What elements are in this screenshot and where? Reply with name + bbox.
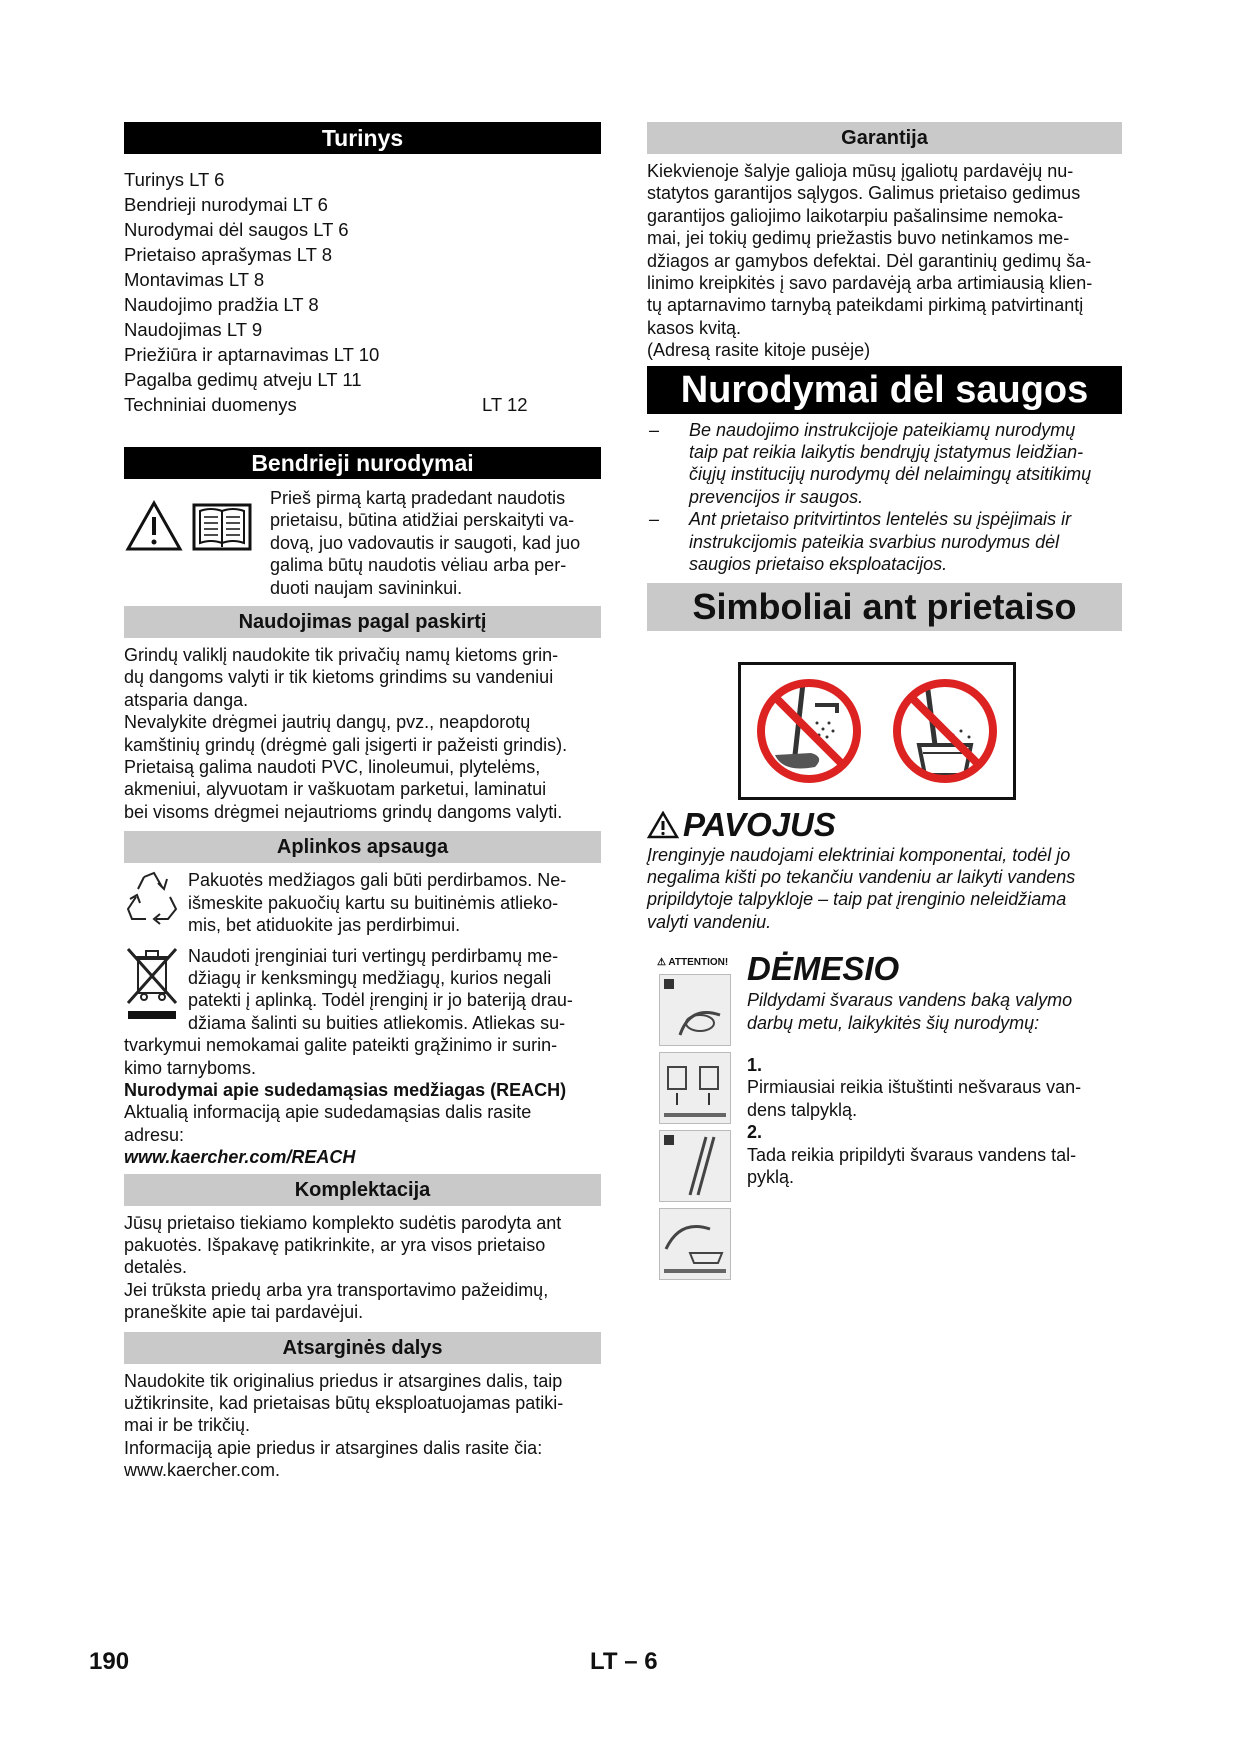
step2-number: 2. <box>747 1122 763 1143</box>
recycle-block <box>124 869 601 936</box>
danger-text: Įrenginyje naudojami elektriniai komponentai, todėl jo negalima kišti po tekančiu vandeniu ar laikyti vandens pripildytoje talpykloje – taip pat įrenginio neleidžiama valyti vandeniu. <box>647 844 1076 932</box>
toc-item[interactable]: Nurodymai dėl saugos LT 6 <box>124 219 349 240</box>
toc-item[interactable]: Pagalba gedimų atveju LT 11 <box>124 369 362 390</box>
reach-text: Aktualią informaciją apie sudedamąsias dalis rasite <box>124 1102 532 1123</box>
weee-text: kimo tarnyboms. <box>124 1057 257 1078</box>
warning-triangle-book-icon <box>124 497 254 553</box>
general-text: duoti naujam savininkui. <box>270 577 463 598</box>
page-number: 190 <box>89 1648 130 1675</box>
reach-title: Nurodymai apie sudedamąsias medžiagas (REACH) <box>124 1079 567 1100</box>
safety-item: – Be naudojimo instrukcijoje pateikiamų nurodymų taip pat reikia laikytis bendrųjų įstatymus leidžian- čiųjų institucijų nurodymų dėl nelaimingų atsitikimų prevencijos ir saugos. <box>649 419 1092 507</box>
warning-manual-icons <box>124 487 270 599</box>
recycle-text: mis, bet atiduokite jas perdirbimui. <box>188 915 461 936</box>
toc-list <box>124 167 601 417</box>
warranty-text: Kiekvienoje šalyje galioja mūsų įgaliotų pardavėjų nu- statytos garantijos sąlygos. Galimus prietaiso gedimus garantijos galiojimo laikotarpiu pašalinsime nemoka- mai, jei tokių gedimų priežastis buvo netinkamos me- džiagos ar gamybos defektai. Dėl garantinių gedimų ša- linimo kreipkitės į savo pardavėją arba artimiausią klien- tų aptarnavimo tarnybą pateikdami pirkimą patvirtinantį kasos kvitą. (Adresą rasite kitoje pusėje) <box>647 161 1093 361</box>
safety-item: – Ant prietaiso pritvirtintos lentelės su įspėjimais ir instrukcijomis pateikia svarbius nurodymus dėl saugios prietaiso eksploatacijos. <box>649 509 1072 575</box>
scope-heading: Komplektacija <box>124 1174 601 1206</box>
danger-heading <box>647 806 1124 844</box>
safety-heading: Nurodymai dėl saugos <box>647 366 1122 414</box>
weee-text: džiagų ir kenksmingų medžiagų, kurios negali <box>188 967 552 988</box>
toc-item[interactable]: Priežiūra ir aptarnavimas LT 10 <box>124 344 380 365</box>
step2-text: Tada reikia pripildyti švaraus vandens tal- <box>747 1144 1077 1165</box>
step1-number: 1. <box>747 1054 763 1075</box>
recycle-text: Pakuotės medžiagos gali būti perdirbamos. Ne- <box>188 870 567 891</box>
no-running-water-icon <box>753 675 865 787</box>
section-page-label: LT – 6 <box>590 1648 658 1675</box>
general-block <box>124 487 601 599</box>
weee-text: patekti į aplinką. Todėl įrenginį ir jo bateriją drau- <box>188 990 573 1011</box>
toc-item[interactable]: Naudojimas LT 9 <box>124 319 263 340</box>
step1-pictogram-icon <box>659 974 731 1046</box>
attention-block <box>647 951 1124 1280</box>
danger-title: PAVOJUS <box>683 805 836 843</box>
weee-text: tvarkymui nemokamai galite pateikti grąžinimo ir surin- <box>124 1035 558 1056</box>
right-column <box>647 122 1124 1280</box>
toc-page: LT 12 <box>482 394 528 415</box>
recycle-icon <box>124 869 188 936</box>
spares-heading: Atsarginės dalys <box>124 1332 601 1364</box>
general-text: Prieš pirmą kartą pradedant naudotis <box>270 488 566 508</box>
reach-text: adresu: <box>124 1124 185 1145</box>
intended-use-heading: Naudojimas pagal paskirtį <box>124 606 601 638</box>
attention-intro: Pildydami švaraus vandens baką valymo darbų metu, laikykitės šių nurodymų: <box>747 990 1073 1033</box>
symbols-heading: Simboliai ant prietaiso <box>647 583 1122 631</box>
scope-text: Jūsų prietaiso tiekiamo komplekto sudėtis parodyta ant pakuotės. Išpakavę patikrinkite, ar yra visos prietaiso detalės. Jei trūksta priedų arba yra transportavimo pažeidimų, praneškite apie tai pardavėjui. <box>124 1212 562 1323</box>
danger-triangle-icon <box>647 811 679 839</box>
toc-heading: Turinys <box>124 122 601 154</box>
attention-title: DĖMESIO <box>747 950 900 988</box>
general-text: dovą, juo vadovautis ir saugoti, kad juo <box>270 532 581 553</box>
general-text: prietaisu, būtina atidžiai perskaityti va- <box>270 510 575 531</box>
general-text: galima būtų naudotis vėliau arba per- <box>270 555 567 576</box>
attention-pictograms <box>647 951 747 1280</box>
toc-item[interactable]: Bendrieji nurodymai LT 6 <box>124 194 328 215</box>
step1-text: Pirmiausiai reikia ištuštinti nešvaraus van- <box>747 1077 1082 1098</box>
crossed-bin-icon <box>124 945 188 1035</box>
no-immersion-icon <box>889 675 1001 787</box>
toc-item[interactable]: Techniniai duomenys LT 12 <box>124 394 528 415</box>
spares-text: Naudokite tik originalius priedus ir atsargines dalis, taip užtikrinsite, kad prietaisas būtų eksploatuojamas patiki- mai ir be trikčių. Informaciją apie priedus ir atsargines dalis rasite čia: www.kaercher.com. <box>124 1370 564 1481</box>
step2-pictogram-icon <box>659 1052 731 1124</box>
step3-pictogram-icon <box>659 1130 731 1202</box>
safety-list <box>647 419 1124 576</box>
weee-text: džiama šalinti su buities atliekomis. Atliekas su- <box>188 1012 566 1033</box>
toc-item[interactable]: Montavimas LT 8 <box>124 269 265 290</box>
warranty-heading: Garantija <box>647 122 1122 154</box>
attention-badge: ⚠ ATTENTION! <box>657 957 729 969</box>
toc-item[interactable]: Prietaiso aprašymas LT 8 <box>124 244 333 265</box>
weee-block <box>124 945 601 1035</box>
step4-pictogram-icon <box>659 1208 731 1280</box>
intended-use-text: Grindų valiklį naudokite tik privačių namų kietoms grin- dų dangoms valyti ir tik kietoms grindims su vandeniui atsparia danga. Nevalykite drėgmei jautrių dangų, pvz., neapdorotų kamštinių grindų (drėgmė gali įsigerti ir pažeisti grindis). Prietaisą galima naudoti PVC, linoleumui, plytelėms, akmeniui, alyvuotam ir vaškuotam parketui, laminatui bei visoms drėgmei nejautrioms grindų dangoms valyti. <box>124 645 568 822</box>
weee-text: Naudoti įrenginiai turi vertingų perdirbamų me- <box>188 945 559 966</box>
reach-link[interactable]: www.kaercher.com/REACH <box>124 1147 356 1168</box>
environment-heading: Aplinkos apsauga <box>124 831 601 863</box>
toc-item[interactable]: Naudojimo pradžia LT 8 <box>124 294 319 315</box>
step1-text: dens talpyklą. <box>747 1099 858 1120</box>
step2-text: pyklą. <box>747 1166 795 1187</box>
prohibition-symbols <box>738 662 1016 800</box>
recycle-text: išmeskite pakuočių kartu su buitinėmis atlieko- <box>188 892 559 913</box>
toc-item[interactable]: Turinys LT 6 <box>124 169 225 190</box>
left-column <box>124 122 601 1482</box>
general-heading: Bendrieji nurodymai <box>124 447 601 479</box>
